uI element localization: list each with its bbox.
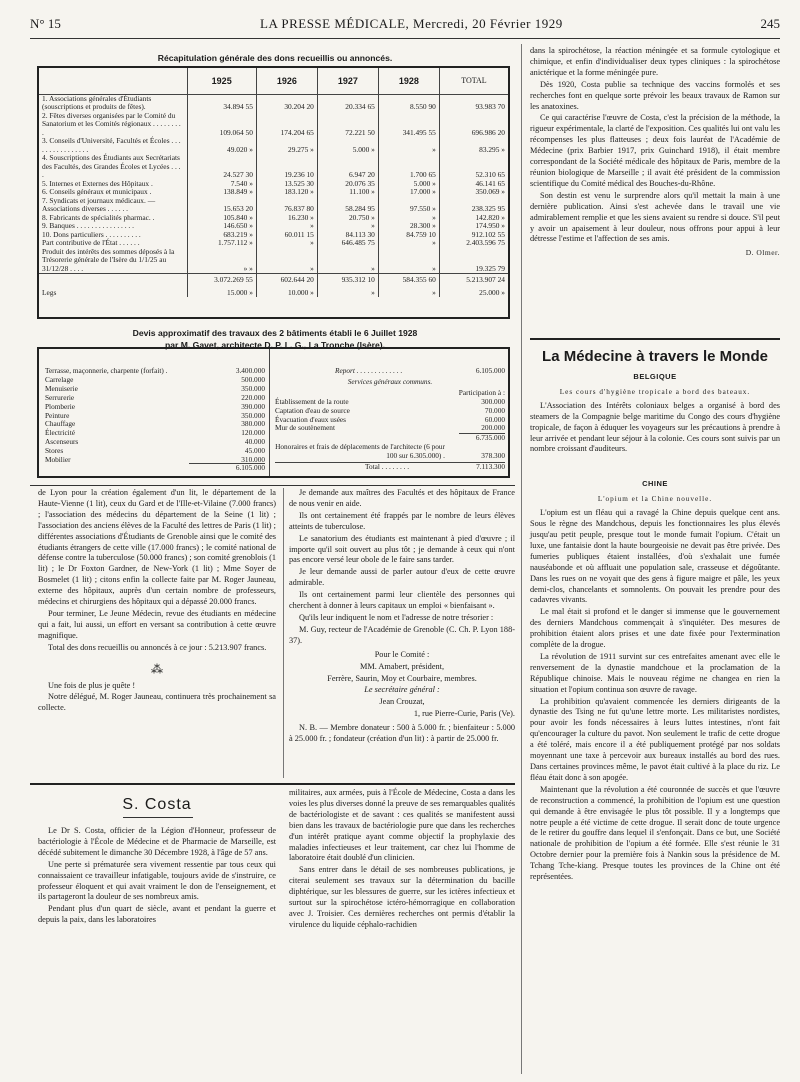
devis-participation-label: Participation à : xyxy=(458,387,505,397)
value-cell: » xyxy=(378,248,439,274)
value-cell: 29.275 » xyxy=(256,137,317,154)
secretaire-label: Le secrétaire général : xyxy=(364,685,440,695)
devis-item-value: 120.000 xyxy=(241,428,265,438)
col2-para-6: Qu'ils leur indiquent le nom et l'adresse de notre trésorier : xyxy=(299,612,494,622)
value-cell: 20.076 35 xyxy=(317,180,378,189)
journal-title: LA PRESSE MÉDICALE, Mercredi, 20 Février 1929 xyxy=(260,16,563,31)
legs-cell: » xyxy=(317,285,378,298)
page-number: 245 xyxy=(760,16,780,31)
devis-item-value: 70.000 xyxy=(484,405,505,415)
devis-row xyxy=(45,438,265,447)
issue-number: N° 15 xyxy=(30,16,61,31)
stars-separator: ⁂ xyxy=(151,661,163,676)
value-cell: » xyxy=(378,137,439,154)
devis-item-label: Menuiserie xyxy=(45,383,78,393)
belgique-subtitle: Les cours d'hygiène tropicale a bord des bateaux. xyxy=(559,387,751,396)
comite-label: Pour le Comité : xyxy=(374,649,430,659)
devis-left-total: 6.105.000 xyxy=(189,463,265,473)
devis-item-label: Serrurerie xyxy=(45,392,75,402)
row-label: 5. Internes et Externes des Hôpitaux . xyxy=(42,178,153,188)
devis-table xyxy=(37,347,510,478)
chine-subtitle: L'opium et la Chine nouvelle. xyxy=(597,495,713,504)
value-cell: 174.950 » xyxy=(439,222,508,231)
value-cell: 49.020 » xyxy=(187,137,256,154)
devis-row xyxy=(45,447,265,456)
value-cell: 46.141 65 xyxy=(439,180,508,189)
devis-item-value: 380.000 xyxy=(241,419,265,429)
devis-row xyxy=(45,394,265,403)
value-cell: 238.325 95 xyxy=(439,197,508,214)
devis-item-value: 300.000 xyxy=(481,396,505,406)
table-row xyxy=(39,137,508,154)
value-cell: 7.540 » xyxy=(187,180,256,189)
value-cell: » xyxy=(256,222,317,231)
devis-item-label: Captation d'eau de source xyxy=(275,405,350,415)
value-cell: 15.653 20 xyxy=(187,197,256,214)
costa-right-para-1: militaires, aux armées, puis à l'École de Médecine, Costa a dans les voies les plus diverses donné la preuve de ses remarquables qualités de bactériologiste et de savant : ces qualités se manifestent aussi bien dans les travaux de bactériologie pure que dans les recherches d'un intérêt pratique ayant comme objectif la prophylaxie des maladies infectieuses et leur traitement, car chez lui l'homme de laboratoire était doublé d'un clinicien. xyxy=(289,788,515,863)
secretaire-address: 1, rue Pierre-Curie, Paris (Ve). xyxy=(413,709,515,719)
row-label: 4. Souscriptions des Étudiants aux Secrétariats des Facultés, des Grandes Écoles et Lycées . . . . xyxy=(42,153,181,179)
value-cell: 97.550 » xyxy=(378,197,439,214)
value-cell: 138.849 » xyxy=(187,188,256,197)
devis-item-label: Peinture xyxy=(45,410,70,420)
value-cell: 2.403.596 75 xyxy=(439,239,508,248)
costa-left-para-3: Pendant plus d'un quart de siècle, avant et pendant la guerre et depuis la paix, dans les laboratoires xyxy=(38,904,276,925)
devis-item-label: Terrasse, maçonnerie, charpente (forfait) . xyxy=(45,366,168,375)
devis-item-value: 350.000 xyxy=(241,383,265,393)
devis-item-label: Plomberie xyxy=(45,401,75,411)
col-1927: 1927 xyxy=(317,68,378,94)
col3-para-2: Dès 1920, Costa publie sa technique des vaccins formolés et ses recherches font en quelque sorte prévoir les beaux travaux de Ramon sur les anatoxines. xyxy=(530,79,780,111)
value-cell: 19.325 79 xyxy=(439,248,508,274)
col3-para-3: Ce qui caractérise l'œuvre de Costa, c'est la précision de la méthode, la rigueur expérimentale, la clarté de l'exposition. Ces qualités lui ont valu les récompenses les plus flatteuses ; deux fois lauréat de l'Académie de Médecine (prix Barbier 1917, prix Guinchard 1918), il était membre correspondant de la Société médicale des hôpitaux de Paris, membre de la réunion biologique de Marseille ; il avait été président de la commission scientifique du Comité médical des Bouches-du-Rhône. xyxy=(530,113,780,188)
devis-title-line1: Devis approximatif des travaux des 2 bâtiments établi le 6 Juillet 1928 xyxy=(132,328,418,338)
row-label: 3. Conseils d'Université, Facultés et Écoles . . . . . . . . . . . . . . . . xyxy=(42,136,181,154)
value-cell: 84.759 10 xyxy=(378,231,439,240)
value-cell: 105.840 » xyxy=(187,214,256,223)
row-label: 1. Associations générales d'Étudiants (souscriptions et produits de fêtes). xyxy=(42,93,152,111)
value-cell: 13.525 30 xyxy=(256,180,317,189)
value-cell: 5.000 » xyxy=(317,137,378,154)
value-cell: 52.310 65 xyxy=(439,154,508,180)
devis-item-value: 3.400.000 xyxy=(235,366,265,375)
value-cell: 30.204 20 xyxy=(256,94,317,112)
table-row xyxy=(39,197,508,214)
table-row xyxy=(39,94,508,112)
devis-divider xyxy=(269,349,270,476)
belgique-para: L'Association des Intérêts coloniaux belges a organisé à bord des steamers de la Compagnie belge maritime du Congo des cours d'hygiène tropicale, de façon à éduquer les voyageurs sur les précautions à prendre à leur arrivée et pendant leur séjour à la colonie. Ces cours sont suivis par un nombre croissant d'auditeurs. xyxy=(530,400,780,454)
value-cell: 174.204 65 xyxy=(256,112,317,138)
monde-top-rule xyxy=(530,338,780,340)
value-cell: 350.069 » xyxy=(439,188,508,197)
legs-cell: 25.000 » xyxy=(439,285,508,298)
devis-honoraires-row xyxy=(275,443,505,461)
devis-honoraires-value: 378.300 xyxy=(481,451,505,461)
chine-heading: CHINE xyxy=(642,479,668,489)
olmer-signature: D. Olmer. xyxy=(745,248,780,258)
value-cell: 17.000 » xyxy=(378,188,439,197)
sum-cell: 3.072.269 55 xyxy=(187,274,256,285)
devis-item-label: Chauffage xyxy=(45,419,76,429)
column-3-top xyxy=(530,46,780,260)
devis-item-value: 310.000 xyxy=(241,455,265,465)
devis-item-label: Mur de soutènement xyxy=(275,423,335,433)
table-row xyxy=(39,154,508,180)
devis-item-label: Ascenseurs xyxy=(45,437,79,447)
col2-para-7: M. Guy, recteur de l'Académie de Grenoble (C. Ch. P. Lyon 188-37). xyxy=(289,624,515,645)
value-cell: 5.000 » xyxy=(378,180,439,189)
col3-para-1: dans la spirochétose, la réaction méningée et sa formule cytologique et chimique, et enfin d'individualiser deux types cliniques : la spirochétose anictérique et la forme méningée pure. xyxy=(530,46,780,77)
value-cell: 341.495 55 xyxy=(378,112,439,138)
value-cell: 93.983 70 xyxy=(439,94,508,112)
devis-item-label: Électricité xyxy=(45,428,75,438)
chine-para-4: La prohibition qu'avaient commencée les derniers dirigeants de la dynastie des Tsing ne fut qu'une lettre morte. Les militaristes nordistes, pour avoir les fonds nécessaires à leurs luttes intestines, n'ont fait qu'encourager la culture du pavot. Non seulement le trafic de cette drogue a été toléré, mais encore il a été publiquement protégé par nos soldats moyennant une taxe à percevoir aux bureaux installés au bord des rues. Dans certaines provinces même, le pavot était cultivé à la place du riz. Le fléau était donc à son apogée. xyxy=(530,696,780,782)
signatories-2: Ferrère, Saurin, Moy et Courbaire, membres. xyxy=(327,673,477,683)
value-cell: 8.550 90 xyxy=(378,94,439,112)
devis-item-label: Évacuation d'eaux usées xyxy=(275,414,347,424)
devis-subtotal: 6.735.000 xyxy=(459,433,505,443)
value-cell: 11.100 » xyxy=(317,188,378,197)
col2-para-4: Je leur demande aussi de parler autour d'eux de cette œuvre admirable. xyxy=(289,567,515,588)
col2-para-2: Ils ont certainement été frappés par le nombre de leurs élèves atteints de tuberculose. xyxy=(289,510,515,531)
devis-title-line2: par M. Gavet, architecte D. P. L. G., La Tronche (Isère). xyxy=(164,340,385,350)
value-cell: 683.219 » xyxy=(187,231,256,240)
devis-item-value: 500.000 xyxy=(241,374,265,384)
col1-para-3: Total des dons recueillis ou annoncés à ce jour : 5.213.907 francs. xyxy=(48,642,267,652)
devis-item-value: 45.000 xyxy=(244,446,265,456)
devis-row xyxy=(275,424,505,433)
col2-para-3: Le sanatorium des étudiants est maintenant à pied d'œuvre ; il importe qu'il soit ouvert au plus tôt ; je demande à ceux qui n'ont pas encore versé leur obole de le faire sans tarder. xyxy=(289,533,515,565)
row-label: 8. Fabricants de spécialités pharmac. . xyxy=(42,212,155,222)
devis-item-label: Mobilier xyxy=(45,455,71,465)
sum-cell: 5.213.907 24 xyxy=(439,274,508,285)
header-rule xyxy=(30,38,780,39)
table-row xyxy=(39,248,508,274)
value-cell: 1.757.112 » xyxy=(187,239,256,248)
sum-cell: 584.355 60 xyxy=(378,274,439,285)
col1-para-1: de Lyon pour la création également d'un lit, le département de la Haute-Vienne (1 lit), ceux du Gard et de l'Ille-et-Vilaine (7.000 francs) ; l'association des médecins du département de la Seine (1 lit) ; l'association des anciens élèves de la Faculté des lettres de Paris (1 lit) ; différentes associations d'Étudiants de Grenoble ainsi que le comité des étudiants étrangers de cette ville (17.000 francs) ; le comité national de défense contre la tuberculose (50.000 francs) ; son comité grenoblois (1 lit) ; le Dr Foxton Gardner, de New-York (1 lit) ; Mme Soyer de Bosmelet (1 lit) ; citons enfin la collecte faite par M. Roger Jauneau, externe des hôpitaux, auprès d'un certain nombre de professeurs, médecins et chirurgiens des hôpitaux qui a dépassé 20.000 francs. xyxy=(38,488,276,607)
value-cell: 24.527 30 xyxy=(187,154,256,180)
value-cell: » xyxy=(317,248,378,274)
value-cell: » xyxy=(378,214,439,223)
costa-top-rule xyxy=(30,783,515,785)
sum-row xyxy=(39,274,508,285)
devis-row xyxy=(45,403,265,412)
row-label: 10. Dons particuliers . . . . . . . . . . xyxy=(42,229,141,239)
devis-row xyxy=(45,385,265,394)
chine-para-1: L'opium est un fléau qui a ravagé la Chine depuis quelque cent ans. Sous le règne des Mandchous, depuis les fonctionnaires les plus élevés jusqu'au petit peuple, presque tout le monde fumait l'opium. C'était un luxe, une fantaisie dont la haute bourgeoisie ne devait pas être privée. Des fumeries publiques étaient installées, d'où s'exhalait une fumée nauséabonde et où affluait une population sale, crasseuse et dégoûtante. Dans les rues on ne voyait que des gens à figure maigre et pâle, les yeux demi-clos, chancelants et somnolents. On pouvait les prendre pour des cadavres vivants. xyxy=(530,508,780,605)
devis-item-label: Établissement de la route xyxy=(275,396,349,406)
devis-item-value: 60.000 xyxy=(484,414,505,424)
value-cell: 20.334 65 xyxy=(317,94,378,112)
costa-title: S. Costa xyxy=(122,796,192,813)
value-cell: 912.102 55 xyxy=(439,231,508,240)
devis-total-value: 7.113.300 xyxy=(476,462,505,472)
devis-row xyxy=(45,376,265,385)
value-cell: 83.295 » xyxy=(439,137,508,154)
signatories-1: MM. Amabert, président, xyxy=(359,661,445,671)
sum-cell: 935.312 10 xyxy=(317,274,378,285)
row-label: 9. Banques . . . . . . . . . . . . . . . . xyxy=(42,221,134,230)
costa-left-column xyxy=(38,826,276,927)
nb-note: N. B. — Membre donateur : 500 à 5.000 fr. ; bienfaiteur : 5.000 à 25.000 fr. ; fondateur (création d'un lit) : à partir de 25.000 fr. xyxy=(289,723,515,744)
chine-para-5: Maintenant que la révolution a été couronnée de succès et que l'œuvre de reconstruction a commencé, la prohibition de l'opium est une question qui demande à être envisagée le plus tôt possible. Il y a longtemps que notre peuple a été victime de cette drogue. Il serait donc de toute urgence de le retirer du gouffre dans lequel il s'enfonçait. Dans ce but, une Société nationale de prohibition de l'opium a été formée. Elle s'est réunie le 31 Octobre dernier pour la première fois à Nankin sous la présidence de M. Tchang Tche-kiang. Presque toutes les provinces de la Chine ont été représentées. xyxy=(530,784,780,882)
devis-item-label: Stores xyxy=(45,446,64,456)
value-cell: 84.113 30 xyxy=(317,231,378,240)
value-cell: 142.820 » xyxy=(439,214,508,223)
row-label: 7. Syndicats et journaux médicaux. — Associations diverses . . . . . . xyxy=(42,195,156,213)
dons-table xyxy=(37,66,510,319)
column-1 xyxy=(38,488,276,715)
value-cell: 146.650 » xyxy=(187,222,256,231)
devis-right-list xyxy=(275,367,505,472)
value-cell: 1.700 65 xyxy=(378,154,439,180)
value-cell: 19.236 10 xyxy=(256,154,317,180)
costa-right-para-2: Sans entrer dans le détail de ses nombreuses publications, je citerai seulement ses travaux sur la détermination du bacille diphtérique, sur les blessures de guerre, sur les ictères infectieux et surtout sur la spirochétose ictéro-hémorragique en collaboration avec J. Troisier. Ces dernières recherches ont permis d'établir la virulence du liquide céphalo-rachidien xyxy=(289,865,515,929)
costa-title-rule xyxy=(123,817,193,818)
dons-table-title: Récapitulation générale des dons recueillis ou annoncés. xyxy=(157,53,393,63)
table-row xyxy=(39,112,508,138)
value-cell: 183.120 » xyxy=(256,188,317,197)
secretaire-name: Jean Crouzat, xyxy=(379,697,425,707)
costa-left-para-2: Une perte si prématurée sera vivement ressentie par tous ceux qui connaissaient ce travailleur infatigable, toujours avide de s'instruire, ce professeur éloquent et qui avait vraiment le don de l'enseignement, et ils partageront la douleur de ses nombreux amis. xyxy=(38,859,276,902)
value-cell: » xyxy=(378,239,439,248)
column-divider-main xyxy=(521,44,522,1074)
col1-end-para-1: Une fois de plus je quête ! xyxy=(48,680,136,690)
column-3-monde xyxy=(530,372,780,884)
value-cell: » xyxy=(317,222,378,231)
devis-row xyxy=(45,429,265,438)
col1-end-para-2: Notre délégué, M. Roger Jauneau, continuera très prochainement sa collecte. xyxy=(38,692,276,713)
value-cell: » xyxy=(256,239,317,248)
legs-cell: » xyxy=(378,285,439,298)
legs-cell: 15.000 » xyxy=(187,285,256,298)
value-cell: 109.064 50 xyxy=(187,112,256,138)
devis-report-label: Report . . . . . . . . . . . . . xyxy=(335,366,403,375)
col2-para-5: Ils ont certainement parmi leur clientèle des personnes qui cherchent à donner à leurs capitaux un emploi « bienfaisant ». xyxy=(289,590,515,611)
devis-services-title: Services généraux communs. xyxy=(347,376,433,386)
devis-left-list xyxy=(45,367,265,465)
devis-total-row xyxy=(275,462,505,472)
devis-report-value: 6.105.000 xyxy=(475,366,505,375)
value-cell: » » xyxy=(187,248,256,274)
col3-para-4: Son destin est venu le surprendre alors qu'il mettait la main à une dernière publication. Ainsi s'est achevée dans le travail une vie admirablement remplie et que les siens avaient su rendre si douce. S'il peut y avoir un apaisement à leur douleur, nous offrons pour appui à leur détresse l'estime et l'affection de ses amis. xyxy=(530,190,780,244)
devis-total-label: Total . . . . . . . . xyxy=(365,462,410,472)
legs-cell: 10.000 » xyxy=(256,285,317,298)
devis-item-value: 220.000 xyxy=(241,392,265,402)
col-total: TOTAL xyxy=(439,68,508,94)
monde-title: La Médecine à travers le Monde xyxy=(542,348,768,365)
devis-report-row xyxy=(275,367,505,376)
belgique-heading: BELGIQUE xyxy=(633,372,677,381)
value-cell: 28.300 » xyxy=(378,222,439,231)
page-header xyxy=(30,14,780,36)
legs-label: Legs xyxy=(42,287,57,297)
devis-participation-items xyxy=(275,398,505,434)
value-cell: 58.284 95 xyxy=(317,197,378,214)
value-cell: 6.947 20 xyxy=(317,154,378,180)
value-cell: 696.986 20 xyxy=(439,112,508,138)
row-label: 6. Conseils généraux et municipaux . xyxy=(42,187,152,196)
sum-label xyxy=(39,274,187,285)
dons-table-body xyxy=(39,94,508,297)
devis-row xyxy=(45,420,265,429)
costa-right-column xyxy=(289,788,515,932)
row-label: 2. Fêtes diverses organisées par le Comité du Sanatorium et les Comités régionaux . . . . . . . . . xyxy=(42,110,181,137)
col-1925: 1925 xyxy=(187,68,256,94)
row-label: Part contributive de l'État . . . . . . xyxy=(42,238,140,247)
chine-para-3: La révolution de 1911 survint sur ces entrefaites amenant avec elle le renversement de la dynastie mandchoue et la proclamation de la République chinoise. Mais le nouveau régime ne changea en rien la situation et l'opium continua son œuvre de ravage. xyxy=(530,651,780,694)
value-cell: 72.221 50 xyxy=(317,112,378,138)
devis-item-value: 200.000 xyxy=(481,423,505,433)
value-cell: 60.011 15 xyxy=(256,231,317,240)
devis-item-label: Carrelage xyxy=(45,374,74,384)
devis-honoraires-label: Honoraires et frais de déplacements de l'architecte (6 pour 100 sur 6.305.000) . xyxy=(275,442,445,461)
value-cell: 76.837 80 xyxy=(256,197,317,214)
devis-item-value: 350.000 xyxy=(241,410,265,420)
value-cell: 16.230 » xyxy=(256,214,317,223)
costa-left-para-1: Le Dr S. Costa, officier de la Légion d'Honneur, professeur de bactériologie à l'École de Médecine et de Pharmacie de Marseille, est décédé subitement le dimanche 30 Décembre 1928, à l'âge de 57 ans. xyxy=(38,826,276,857)
column-2 xyxy=(289,488,515,746)
column-divider-1 xyxy=(283,488,284,778)
value-cell: 34.894 55 xyxy=(187,94,256,112)
devis-item-value: 390.000 xyxy=(241,401,265,411)
value-cell: 20.750 » xyxy=(317,214,378,223)
legs-row xyxy=(39,285,508,298)
devis-item-value: 40.000 xyxy=(244,437,265,447)
col2-para-1: Je demande aux maîtres des Facultés et des hôpitaux de France de nous venir en aide. xyxy=(289,488,515,508)
sum-cell: 602.644 20 xyxy=(256,274,317,285)
col-1928: 1928 xyxy=(378,68,439,94)
col1-para-2: Pour terminer, Le Jeune Médecin, revue des étudiants en médecine qui a fait, lui aussi, un effort en versant sa contribution à cette œuvre magnifique. xyxy=(38,608,276,640)
corner-cell xyxy=(39,68,187,94)
value-cell: » xyxy=(256,248,317,274)
value-cell: 646.485 75 xyxy=(317,239,378,248)
col-1926: 1926 xyxy=(256,68,317,94)
chine-para-2: Le mal était si profond et le danger si immense que le gouvernement des derniers Mandchous commençait à s'inquiéter. Des mesures de prohibition étaient alors prises et une date fixée pour l'extermination complète de la drogue. xyxy=(530,607,780,650)
row-label: Produit des intérêts des sommes déposés à la Trésorerie générale de l'Isère du 1/1/25 au 31/12/28 . . . . xyxy=(42,246,175,273)
section-rule xyxy=(30,485,515,486)
devis-row xyxy=(45,412,265,421)
devis-row xyxy=(45,367,265,376)
